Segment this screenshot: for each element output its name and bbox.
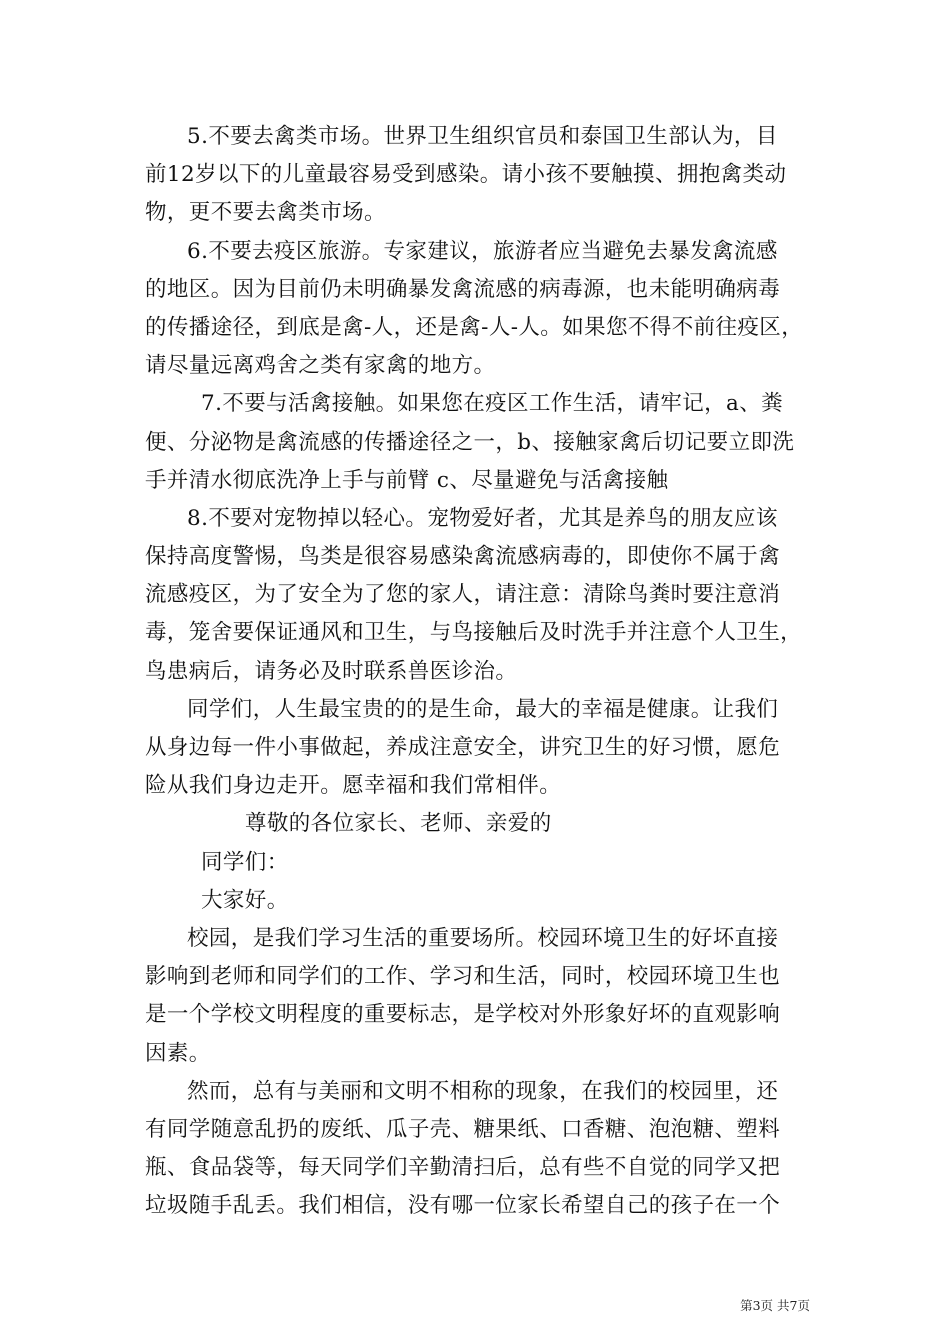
text-line: 的地区。因为目前仍未明确暴发禽流感的病毒源，也未能明确病毒 [145, 276, 781, 302]
text-line: 物，更不要去禽类市场。 [145, 200, 386, 226]
page-number: 第3页 共7页 [740, 1298, 810, 1313]
text-line: 5.不要去禽类市场。世界卫生组织官员和泰国卫生部认为，目 [187, 124, 778, 149]
text-line: 因素。 [145, 1040, 211, 1066]
text-line: 影响到老师和同学们的工作、学习和生活，同时，校园环境卫生也 [145, 964, 781, 990]
text-line: 瓶、食品袋等，每天同学们辛勤清扫后，总有些不自觉的同学又把 [145, 1155, 781, 1181]
text-line: 流感疫区，为了安全为了您的家人，请注意：清除鸟粪时要注意消 [145, 582, 781, 608]
text-line: 是一个学校文明程度的重要标志，是学校对外形象好坏的直观影响 [145, 1002, 781, 1028]
text-line: 同学们，人生最宝贵的的是生命，最大的幸福是健康。让我们 [187, 696, 779, 722]
text-line: 校园，是我们学习生活的重要场所。校园环境卫生的好坏直接 [187, 925, 779, 951]
text-line: 有同学随意乱扔的废纸、瓜子壳、糖果纸、口香糖、泡泡糖、塑料 [145, 1116, 781, 1142]
text-line: 险从我们身边走开。愿幸福和我们常相伴。 [145, 773, 562, 799]
text-line: 手并清水彻底洗净上手与前臂 c、尽量避免与活禽接触 [145, 467, 669, 493]
greeting-line: 大家好。 [201, 887, 289, 913]
salutation-line: 同学们： [201, 849, 289, 875]
text-line: 的传播途径，到底是禽-人，还是禽-人-人。如果您不得不前往疫区， [145, 314, 804, 340]
text-line: 6.不要去疫区旅游。专家建议，旅游者应当避免去暴发禽流感 [187, 238, 778, 264]
text-line: 8.不要对宠物掉以轻心。宠物爱好者，尤其是养鸟的朋友应该 [187, 505, 778, 531]
text-line: 鸟患病后，请务必及时联系兽医诊治。 [145, 658, 518, 684]
text-line: 从身边每一件小事做起，养成注意安全，讲究卫生的好习惯，愿危 [145, 735, 781, 760]
text-line: 请尽量远离鸡舍之类有家禽的地方。 [145, 353, 496, 379]
text-line: 便、分泌物是禽流感的传播途径之一，b、接触家禽后切记要立即洗 [145, 429, 795, 455]
text-line: 毒，笼舍要保证通风和卫生，与鸟接触后及时洗手并注意个人卫生， [145, 620, 803, 646]
text-line: 前12岁以下的儿童最容易受到感染。请小孩不要触摸、拥抱禽类动 [145, 162, 787, 188]
text-line: 7.不要与活禽接触。如果您在疫区工作生活，请牢记，a、粪 [201, 391, 784, 417]
text-line: 垃圾随手乱丢。我们相信，没有哪一位家长希望自己的孩子在一个 [145, 1193, 781, 1219]
document-body [145, 118, 810, 1225]
text-line: 然而，总有与美丽和文明不相称的现象，在我们的校园里，还 [187, 1078, 779, 1104]
salutation-line: 尊敬的各位家长、老师、亲爱的 [245, 811, 552, 837]
text-line: 保持高度警惕，鸟类是很容易感染禽流感病毒的，即使你不属于禽 [145, 544, 781, 570]
